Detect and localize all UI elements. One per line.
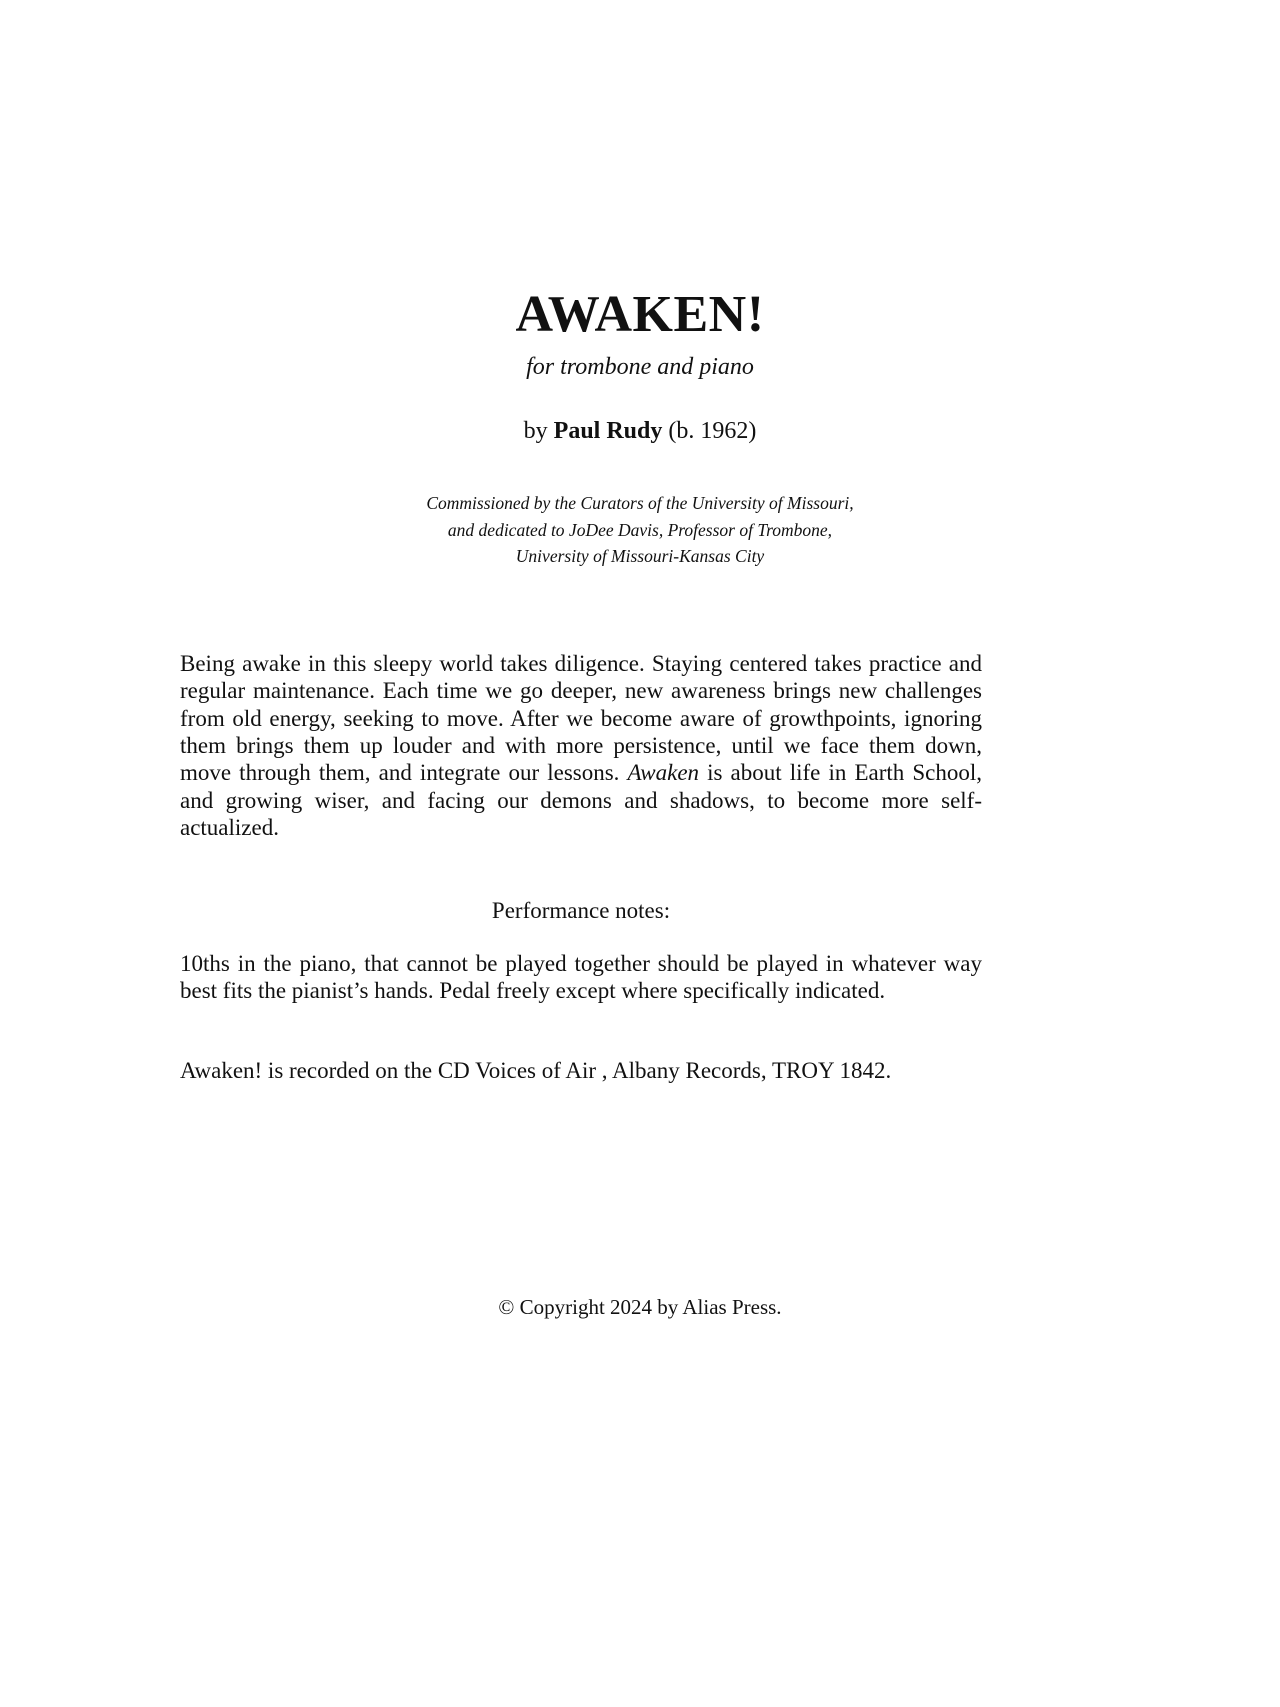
instrumentation-subtitle: for trombone and piano (526, 353, 754, 380)
program-note-text-after-title: is about life in Earth School, and growing wiser, and facing our demons and shadows, to become more self-actualized. (180, 760, 982, 841)
performance-notes-paragraph: 10ths in the piano, that cannot be played together should be played in whatever way best fits the pianist’s hands. Pedal freely except where specifically indicated. (180, 951, 982, 1004)
page-title: AWAKEN! (515, 286, 765, 343)
composer-name: Paul Rudy (553, 418, 663, 445)
performance-notes-heading: Performance notes: (491, 898, 671, 923)
recording-info-section (180, 1057, 982, 1084)
program-note-section (180, 650, 982, 842)
commission-dedication (0, 490, 1280, 570)
copyright-notice: © Copyright 2024 by Alias Press. (498, 1295, 782, 1319)
program-note-text-before-title: Being awake in this sleepy world takes diligence. Staying centered takes practice and regular maintenance. Each time we go deeper, new awareness brings new challenges from old energy, seeking to move. After we become aware of growthpoints, ignoring them brings them up louder and with more persistence, until we face them down, move through them, and integrate our lessons. (180, 651, 982, 786)
byline-prefix: by (523, 418, 554, 445)
performance-notes-section (180, 950, 982, 1005)
composer-byline (0, 417, 1280, 446)
program-note-paragraph (180, 650, 982, 842)
recording-info-paragraph: Awaken! is recorded on the CD Voices of Air , Albany Records, TROY 1842. (180, 1058, 892, 1083)
dedication-line-1: Commissioned by the Curators of the University of Missouri, (426, 493, 854, 514)
dedication-line-2: and dedicated to JoDee Davis, Professor of Trombone, (447, 519, 833, 540)
work-title-italic: Awaken (627, 760, 700, 786)
title-block (0, 288, 1280, 570)
composer-birth-year: (b. 1962) (662, 418, 757, 445)
footer (0, 1295, 1280, 1320)
dedication-line-3: University of Missouri-Kansas City (515, 546, 765, 567)
performance-notes-heading-wrap (180, 897, 982, 924)
